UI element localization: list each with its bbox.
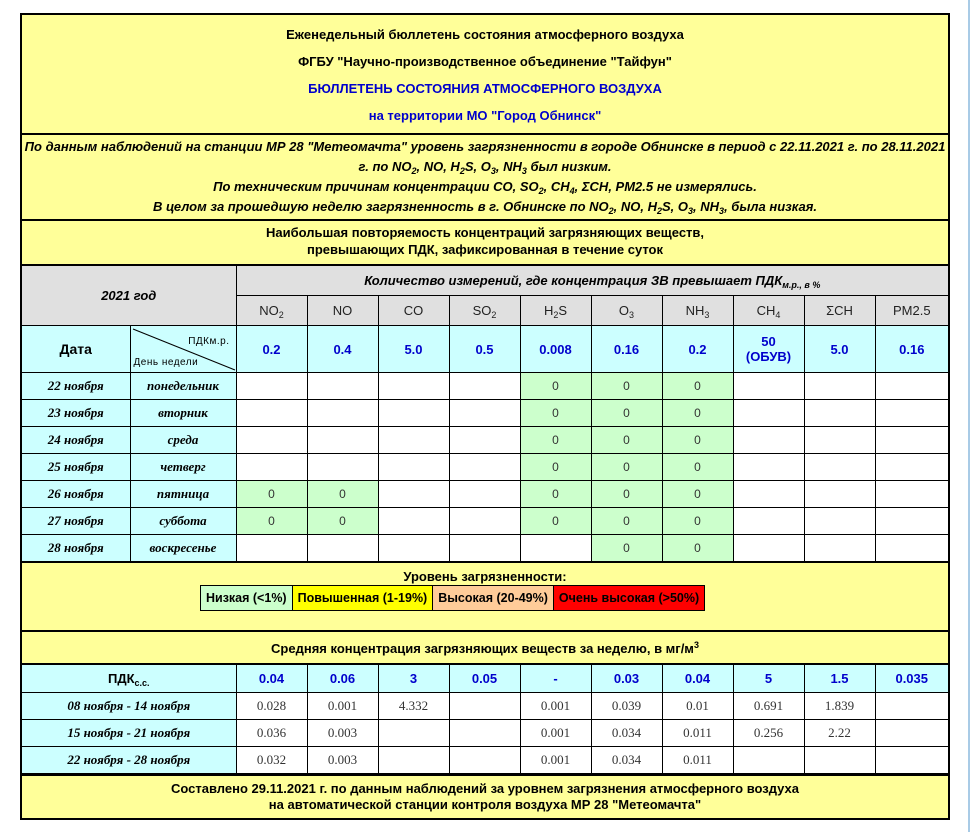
exceedance-value bbox=[875, 427, 948, 454]
date-cell: 23 ноября bbox=[22, 400, 130, 427]
exceedance-value bbox=[733, 427, 804, 454]
pollution-level-legend bbox=[22, 561, 948, 632]
exceedance-value bbox=[449, 535, 520, 562]
average-section-title: Средняя концентрация загрязняющих веществ за неделю, в $мг/м^3$ bbox=[271, 640, 699, 656]
exceedance-value: 0 bbox=[662, 535, 733, 562]
pollutant-header: $H_2S$ bbox=[520, 296, 591, 326]
exceedance-value bbox=[307, 454, 378, 481]
average-value: 0.256 bbox=[733, 720, 804, 747]
average-value: 2.22 bbox=[804, 720, 875, 747]
exceedance-value: 0 bbox=[591, 373, 662, 400]
pdk-mr-limit: 0.5 bbox=[449, 326, 520, 373]
date-cell: 25 ноября bbox=[22, 454, 130, 481]
legend-level: Высокая (20-49%) bbox=[432, 586, 553, 610]
bulletin bbox=[20, 13, 950, 820]
bulletin-header bbox=[22, 15, 948, 135]
week-row bbox=[22, 693, 948, 720]
footer-line-2: на автоматической станции контроля воздуха МР 28 "Метеомачта" bbox=[268, 797, 702, 812]
pdk-ss-limit: - bbox=[520, 664, 591, 693]
pollutant-header: PM2.5 bbox=[875, 296, 948, 326]
exceedance-value bbox=[236, 454, 307, 481]
pollutant-header: $SO_2$ bbox=[449, 296, 520, 326]
exceedance-value: 0 bbox=[307, 508, 378, 535]
exceedance-value: 0 bbox=[520, 508, 591, 535]
average-value: 0.003 bbox=[307, 747, 378, 774]
diagonal-header-cell bbox=[130, 326, 236, 373]
weekday-label: День недели bbox=[133, 357, 199, 368]
average-value: 0.011 bbox=[662, 720, 733, 747]
exceedance-value bbox=[733, 400, 804, 427]
pdk-mr-limit: 5.0 bbox=[804, 326, 875, 373]
exceedance-value: 0 bbox=[662, 427, 733, 454]
legend-boxes bbox=[200, 585, 705, 611]
pdk-mr-limit: 0.16 bbox=[875, 326, 948, 373]
summary-paragraph-1: По данным наблюдений на станции МР 28 "Метеомачта" уровень загрязненности в городе Обнинске в период с 22.11.2021 г. по 28.11.2021 г. по $NO_2$, NO, $H_2S$, $O_3$, $NH_3$ был низким. bbox=[24, 139, 946, 176]
bulletin-title: Еженедельный бюллетень состояния атмосферного воздуха bbox=[286, 27, 684, 42]
period-cell: 22 ноября - 28 ноября bbox=[22, 747, 236, 774]
average-value bbox=[449, 747, 520, 774]
pollutant-header: CO bbox=[378, 296, 449, 326]
exceedance-value: 0 bbox=[520, 454, 591, 481]
exceedance-value: 0 bbox=[591, 508, 662, 535]
exceedance-value bbox=[875, 481, 948, 508]
pdk-mr-limit: 0.4 bbox=[307, 326, 378, 373]
legend-title: Уровень загрязненности: bbox=[403, 569, 567, 584]
exceedance-value: 0 bbox=[236, 508, 307, 535]
exceedance-value: 0 bbox=[307, 481, 378, 508]
exceedance-value: 0 bbox=[662, 454, 733, 481]
weekday-cell: вторник bbox=[130, 400, 236, 427]
date-cell: 27 ноября bbox=[22, 508, 130, 535]
exceedance-value bbox=[804, 481, 875, 508]
exceedance-value bbox=[307, 535, 378, 562]
exceedance-value bbox=[804, 454, 875, 481]
summary-paragraph-3: В целом за прошедшую неделю загрязненность в г. Обнинске по $NO_2$, NO, $H_2S$, $O_3$, $NH_3$, была низкая. bbox=[152, 199, 818, 216]
pdk-mr-limit: 0.008 bbox=[520, 326, 591, 373]
weekday-cell: суббота bbox=[130, 508, 236, 535]
average-value: 0.691 bbox=[733, 693, 804, 720]
exceedance-value bbox=[307, 400, 378, 427]
section-title-line-1: Наибольшая повторяемость концентраций загрязняющих веществ, bbox=[265, 225, 705, 240]
exceedance-value bbox=[307, 373, 378, 400]
pollutant-header: $O_3$ bbox=[591, 296, 662, 326]
exceedance-value: 0 bbox=[591, 481, 662, 508]
pdk-ss-limit: 0.04 bbox=[236, 664, 307, 693]
average-value: 0.039 bbox=[591, 693, 662, 720]
date-cell: 24 ноября bbox=[22, 427, 130, 454]
week-row bbox=[22, 720, 948, 747]
exceedance-section-title bbox=[22, 221, 948, 264]
exceedance-value bbox=[733, 481, 804, 508]
average-value: 0.028 bbox=[236, 693, 307, 720]
day-row bbox=[22, 400, 948, 427]
average-value: 0.036 bbox=[236, 720, 307, 747]
legend-level: Низкая (<1%) bbox=[201, 586, 292, 610]
year-label: 2021 год bbox=[22, 265, 236, 326]
exceedance-value: 0 bbox=[591, 400, 662, 427]
exceedance-value: 0 bbox=[591, 535, 662, 562]
date-cell: 28 ноября bbox=[22, 535, 130, 562]
exceedance-value bbox=[875, 508, 948, 535]
pdk-mr-label: ПДКм.р. bbox=[188, 336, 230, 347]
footer-line-1: Составлено 29.11.2021 г. по данным наблюдений за уровнем загрязнения атмосферного воздуха bbox=[170, 781, 800, 796]
exceedance-value bbox=[804, 373, 875, 400]
pollutant-header: NO bbox=[307, 296, 378, 326]
average-value: 0.001 bbox=[520, 747, 591, 774]
exceedance-value bbox=[804, 427, 875, 454]
pollutant-header: $CH_4$ bbox=[733, 296, 804, 326]
exceedance-value: 0 bbox=[662, 400, 733, 427]
pdk-mr-limit: 5.0 bbox=[378, 326, 449, 373]
average-value: 0.003 bbox=[307, 720, 378, 747]
exceedance-value bbox=[733, 373, 804, 400]
day-row bbox=[22, 508, 948, 535]
average-value bbox=[378, 720, 449, 747]
exceedance-value bbox=[804, 535, 875, 562]
period-cell: 08 ноября - 14 ноября bbox=[22, 693, 236, 720]
average-value: 0.01 bbox=[662, 693, 733, 720]
territory-name: на территории МО "Город Обнинск" bbox=[368, 108, 602, 123]
exceedance-value bbox=[378, 373, 449, 400]
exceedance-value bbox=[449, 373, 520, 400]
summary-paragraph-2: По техническим причинам концентрации CO, $SO_2$, $CH_4$, ΣCH, PM2.5 не измерялись. bbox=[213, 179, 757, 196]
exceedance-value: 0 bbox=[662, 373, 733, 400]
average-value bbox=[875, 693, 948, 720]
exceedance-value bbox=[236, 427, 307, 454]
pdk-ss-limit: 0.04 bbox=[662, 664, 733, 693]
average-value bbox=[804, 747, 875, 774]
exceedance-value bbox=[378, 454, 449, 481]
exceedance-value bbox=[236, 373, 307, 400]
exceedance-value bbox=[378, 481, 449, 508]
pollutant-header: ΣCH bbox=[804, 296, 875, 326]
pdk-mr-limit: 0.16 bbox=[591, 326, 662, 373]
pdk-ss-limit: 0.05 bbox=[449, 664, 520, 693]
day-row bbox=[22, 535, 948, 562]
pdk-ss-label: $ПДК_{с.с.}$ bbox=[22, 664, 236, 693]
exceedance-table bbox=[22, 264, 948, 561]
bulletin-footer bbox=[22, 774, 948, 818]
exceedance-value: 0 bbox=[662, 508, 733, 535]
period-cell: 15 ноября - 21 ноября bbox=[22, 720, 236, 747]
exceedance-value bbox=[449, 481, 520, 508]
exceedance-value bbox=[378, 535, 449, 562]
average-value bbox=[875, 720, 948, 747]
day-row bbox=[22, 481, 948, 508]
exceedance-value bbox=[449, 400, 520, 427]
exceedance-value bbox=[733, 454, 804, 481]
exceedance-value bbox=[804, 400, 875, 427]
date-column-header: Дата bbox=[22, 326, 130, 373]
exceedance-value: 0 bbox=[591, 427, 662, 454]
exceedance-value bbox=[449, 454, 520, 481]
average-concentration-table bbox=[22, 663, 948, 774]
average-value: 0.001 bbox=[520, 693, 591, 720]
average-value: 0.034 bbox=[591, 720, 662, 747]
date-cell: 26 ноября bbox=[22, 481, 130, 508]
week-row bbox=[22, 747, 948, 774]
exceedance-value: 0 bbox=[520, 427, 591, 454]
day-row bbox=[22, 373, 948, 400]
exceedance-value bbox=[449, 427, 520, 454]
average-value bbox=[449, 693, 520, 720]
quantity-header: Количество измерений, где концентрация ЗВ превышает $ПДК_{м.р., в \%}$ bbox=[236, 265, 948, 296]
average-value: 4.332 bbox=[378, 693, 449, 720]
average-value: 0.001 bbox=[307, 693, 378, 720]
exceedance-value bbox=[804, 508, 875, 535]
exceedance-value bbox=[378, 400, 449, 427]
weekday-cell: среда bbox=[130, 427, 236, 454]
pdk-ss-limit: 3 bbox=[378, 664, 449, 693]
pdk-mr-limit: 50 (ОБУВ) bbox=[733, 326, 804, 373]
exceedance-value bbox=[236, 535, 307, 562]
exceedance-value: 0 bbox=[520, 400, 591, 427]
day-row bbox=[22, 454, 948, 481]
exceedance-value bbox=[378, 508, 449, 535]
pollutant-header: $NH_3$ bbox=[662, 296, 733, 326]
average-value bbox=[378, 747, 449, 774]
pdk-ss-limit: 0.06 bbox=[307, 664, 378, 693]
pdk-mr-limit: 0.2 bbox=[236, 326, 307, 373]
exceedance-value bbox=[520, 535, 591, 562]
pdk-mr-limit: 0.2 bbox=[662, 326, 733, 373]
summary-text bbox=[22, 135, 948, 221]
exceedance-value bbox=[733, 535, 804, 562]
average-value bbox=[733, 747, 804, 774]
average-value bbox=[449, 720, 520, 747]
average-value: 1.839 bbox=[804, 693, 875, 720]
window-frame-edge bbox=[968, 0, 970, 832]
pdk-ss-limit: 0.035 bbox=[875, 664, 948, 693]
weekday-cell: четверг bbox=[130, 454, 236, 481]
exceedance-value bbox=[307, 427, 378, 454]
weekday-cell: воскресенье bbox=[130, 535, 236, 562]
pdk-ss-limit: 1.5 bbox=[804, 664, 875, 693]
legend-level: Очень высокая (>50%) bbox=[553, 586, 704, 610]
exceedance-value bbox=[378, 427, 449, 454]
pdk-ss-limit: 5 bbox=[733, 664, 804, 693]
exceedance-value bbox=[449, 508, 520, 535]
exceedance-value: 0 bbox=[591, 454, 662, 481]
legend-level: Повышенная (1-19%) bbox=[292, 586, 433, 610]
average-value: 0.034 bbox=[591, 747, 662, 774]
exceedance-value bbox=[875, 373, 948, 400]
exceedance-value bbox=[875, 454, 948, 481]
exceedance-value bbox=[236, 400, 307, 427]
average-value: 0.001 bbox=[520, 720, 591, 747]
average-value bbox=[875, 747, 948, 774]
exceedance-value bbox=[733, 508, 804, 535]
section-title-line-2: превышающих ПДК, зафиксированная в течение суток bbox=[307, 242, 663, 257]
day-row bbox=[22, 427, 948, 454]
exceedance-value: 0 bbox=[662, 481, 733, 508]
exceedance-value bbox=[875, 535, 948, 562]
pollutant-header: $NO_2$ bbox=[236, 296, 307, 326]
date-cell: 22 ноября bbox=[22, 373, 130, 400]
bulletin-heading: БЮЛЛЕТЕНЬ СОСТОЯНИЯ АТМОСФЕРНОГО ВОЗДУХА bbox=[308, 81, 662, 96]
exceedance-value bbox=[875, 400, 948, 427]
pdk-ss-limit: 0.03 bbox=[591, 664, 662, 693]
average-value: 0.011 bbox=[662, 747, 733, 774]
organization-name: ФГБУ "Научно-производственное объединение "Тайфун" bbox=[298, 54, 672, 69]
exceedance-value: 0 bbox=[520, 481, 591, 508]
weekday-cell: понедельник bbox=[130, 373, 236, 400]
exceedance-value: 0 bbox=[520, 373, 591, 400]
average-value: 0.032 bbox=[236, 747, 307, 774]
exceedance-value: 0 bbox=[236, 481, 307, 508]
weekday-cell: пятница bbox=[130, 481, 236, 508]
